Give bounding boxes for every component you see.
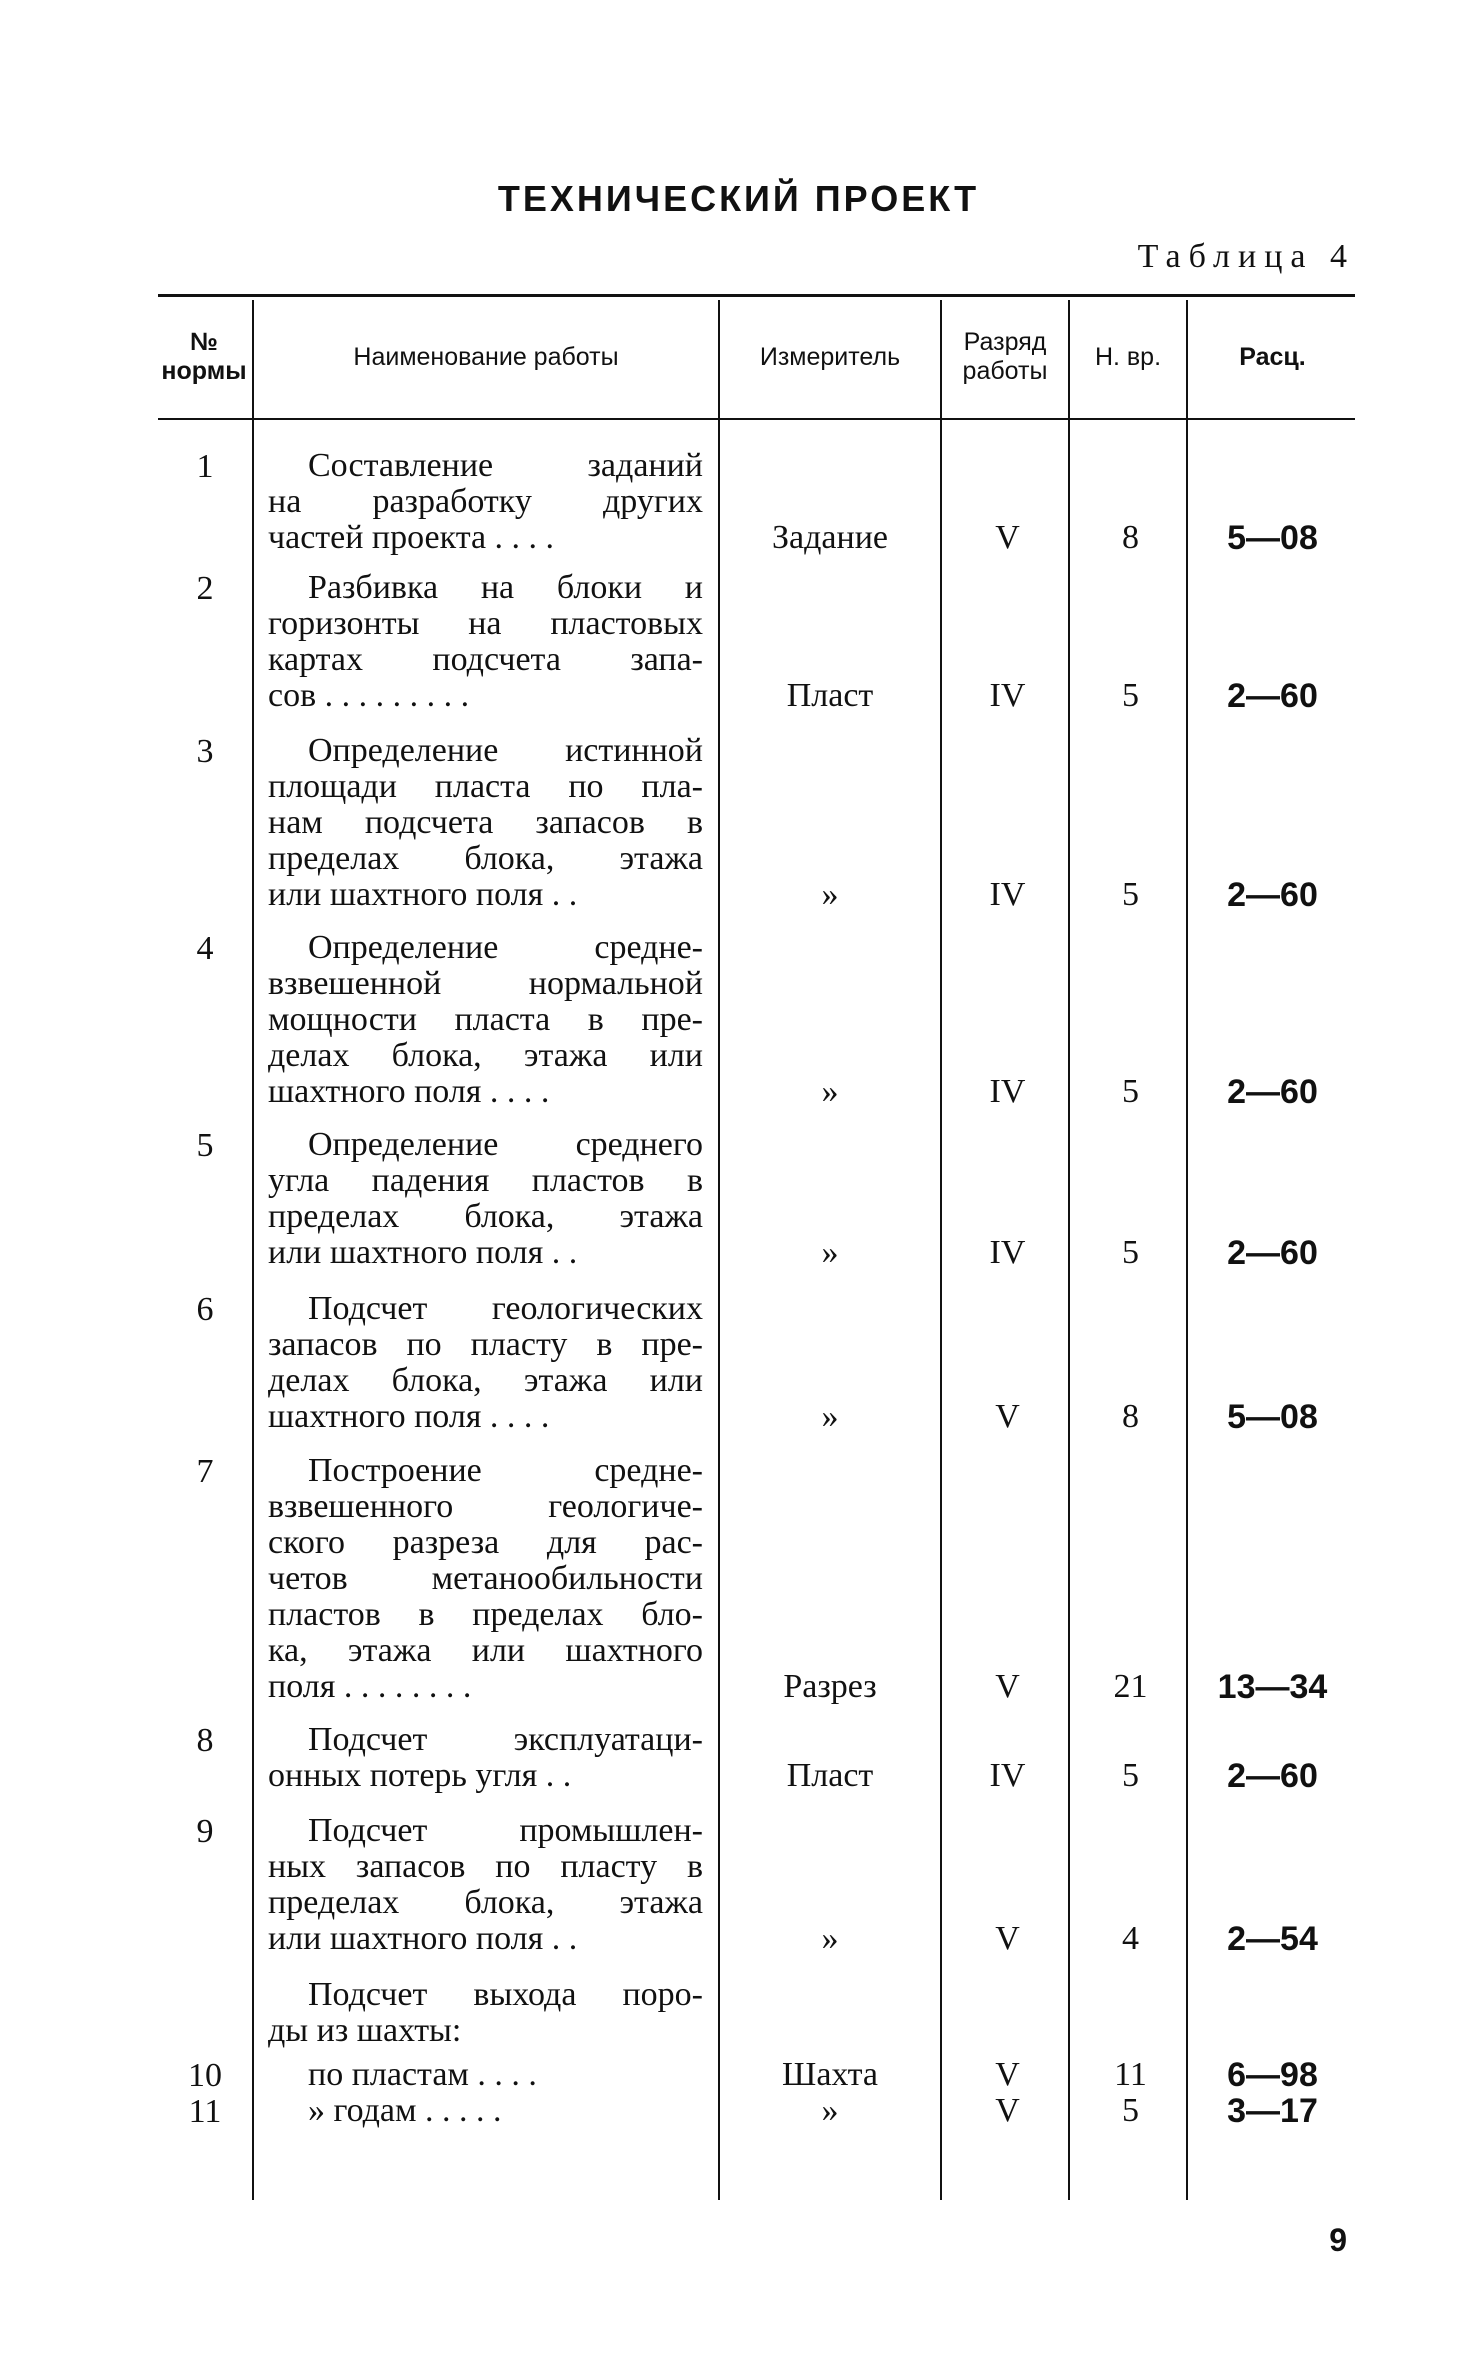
hours-cell: 5 xyxy=(1122,876,1139,913)
rate-cell: 2—60 xyxy=(1227,1234,1318,1272)
measure-cell: Шахта xyxy=(782,2056,878,2093)
work-name-line: запасов по пласту в пре- xyxy=(268,1326,703,1363)
hours-cell: 21 xyxy=(1113,1668,1148,1705)
work-name-line: Подсчет геологических xyxy=(308,1290,703,1327)
page-number: 9 xyxy=(1329,2222,1347,2258)
row-number: 4 xyxy=(196,930,214,967)
work-name xyxy=(268,1722,703,1794)
row-number: 7 xyxy=(196,1453,214,1490)
work-name-line: онных потерь угля . . xyxy=(268,1757,572,1794)
row-number: 1 xyxy=(196,448,214,485)
work-name-line: по пластам . . . . xyxy=(308,2056,537,2093)
hours-cell: 5 xyxy=(1122,1757,1139,1794)
work-name-line: мощности пласта в пре- xyxy=(268,1001,703,1038)
work-name-line: ского разреза для рас- xyxy=(268,1524,703,1561)
work-name-line: нам подсчета запасов в xyxy=(268,804,703,841)
hours-cell: 5 xyxy=(1122,1234,1139,1271)
work-name-line: сов . . . . . . . . . xyxy=(268,677,470,714)
work-name-line: пределах блока, этажа xyxy=(268,840,703,877)
work-name-line: Составление заданий xyxy=(308,447,703,484)
grade-cell: IV xyxy=(989,1757,1026,1794)
measure-cell: Разрез xyxy=(783,1668,877,1705)
rate-cell: 2—54 xyxy=(1227,1920,1318,1958)
work-name-line: Построение средне- xyxy=(308,1452,703,1489)
grade-cell: V xyxy=(995,1668,1020,1705)
work-name-line: поля . . . . . . . . xyxy=(268,1668,472,1705)
header-hours: Н. вр. xyxy=(1094,342,1162,371)
row-number: 6 xyxy=(196,1291,214,1328)
rate-cell: 2—60 xyxy=(1227,1757,1318,1795)
rate-cell: 13—34 xyxy=(1217,1668,1328,1706)
grade-cell: IV xyxy=(989,1073,1026,1110)
measure-cell: Пласт xyxy=(786,677,874,714)
work-name-line: ка, этажа или шахтного xyxy=(268,1632,703,1669)
work-name-line: Подсчет эксплуатаци- xyxy=(308,1721,703,1758)
work-name-line: Определение среднего xyxy=(308,1126,703,1163)
grade-cell: V xyxy=(995,1920,1020,1957)
hours-cell: 5 xyxy=(1122,2092,1139,2129)
work-name-line: шахтного поля . . . . xyxy=(268,1073,550,1110)
rate-cell: 2—60 xyxy=(1227,1073,1318,1111)
measure-cell: » xyxy=(821,2092,839,2129)
work-name xyxy=(268,1977,703,2049)
work-name-line: ды из шахты: xyxy=(268,2012,462,2049)
measure-cell: Пласт xyxy=(786,1757,874,1794)
work-name-line: делах блока, этажа или xyxy=(268,1362,703,1399)
rate-cell: 2—60 xyxy=(1227,876,1318,914)
grade-cell: V xyxy=(995,1398,1020,1435)
work-name-line: или шахтного поля . . xyxy=(268,1920,578,1957)
grade-cell: V xyxy=(995,519,1020,556)
page-title: ТЕХНИЧЕСКИЙ ПРОЕКТ xyxy=(497,178,980,219)
work-name xyxy=(268,733,703,913)
grade-cell: V xyxy=(995,2092,1020,2129)
grade-cell: IV xyxy=(989,1234,1026,1271)
measure-cell: » xyxy=(821,1234,839,1271)
row-number: 5 xyxy=(196,1127,214,1164)
header-num: № нормы xyxy=(161,328,247,385)
table-label: Таблица 4 xyxy=(1137,238,1355,275)
work-name-line: или шахтного поля . . xyxy=(268,1234,578,1271)
row-number: 2 xyxy=(196,570,214,607)
rate-cell: 3—17 xyxy=(1227,2092,1318,2130)
work-name-line: пределах блока, этажа xyxy=(268,1198,703,1235)
work-name-line: Подсчет выхода поро- xyxy=(308,1976,703,2013)
work-name-line: Разбивка на блоки и xyxy=(308,569,703,606)
work-name xyxy=(268,930,703,1110)
work-name-line: взвешенной нормальной xyxy=(268,965,703,1002)
grade-cell: IV xyxy=(989,677,1026,714)
work-name-line: » годам . . . . . xyxy=(308,2092,502,2129)
header-grade: Разряд работы xyxy=(962,328,1048,385)
work-name-line: взвешенного геологиче- xyxy=(268,1488,703,1525)
row-number: 8 xyxy=(196,1722,214,1759)
work-name xyxy=(268,1453,703,1705)
work-name-line: шахтного поля . . . . xyxy=(268,1398,550,1435)
work-name xyxy=(268,448,703,556)
work-name-line: ных запасов по пласту в xyxy=(268,1848,703,1885)
work-name-line: угла падения пластов в xyxy=(268,1162,703,1199)
rate-cell: 6—98 xyxy=(1227,2056,1318,2094)
work-name-line: делах блока, этажа или xyxy=(268,1037,703,1074)
work-name xyxy=(268,2057,703,2093)
hours-cell: 4 xyxy=(1122,1920,1139,1957)
column-divider xyxy=(940,300,942,2200)
hours-cell: 8 xyxy=(1122,1398,1139,1435)
rate-cell: 2—60 xyxy=(1227,677,1318,715)
work-name-line: площади пласта по пла- xyxy=(268,768,703,805)
work-name xyxy=(268,1813,703,1957)
header-rate: Расц. xyxy=(1239,342,1306,371)
measure-cell: » xyxy=(821,1073,839,1110)
measure-cell: » xyxy=(821,876,839,913)
work-name xyxy=(268,1127,703,1271)
hours-cell: 8 xyxy=(1122,519,1139,556)
work-name-line: четов метанообильности xyxy=(268,1560,703,1597)
work-name-line: пластов в пределах бло- xyxy=(268,1596,703,1633)
work-name-line: Определение истинной xyxy=(308,732,703,769)
row-number: 11 xyxy=(188,2093,222,2130)
work-name xyxy=(268,1291,703,1435)
row-number: 9 xyxy=(196,1813,214,1850)
measure-cell: Задание xyxy=(772,519,888,556)
work-name-line: Подсчет промышлен- xyxy=(308,1812,703,1849)
work-name-line: Определение средне- xyxy=(308,929,703,966)
work-name xyxy=(268,570,703,714)
hours-cell: 11 xyxy=(1114,2056,1147,2093)
work-name-line: картах подсчета запа- xyxy=(268,641,703,678)
rate-cell: 5—08 xyxy=(1227,1398,1318,1436)
grade-cell: IV xyxy=(989,876,1026,913)
table-header-rule xyxy=(158,418,1355,420)
work-name-line: или шахтного поля . . xyxy=(268,876,578,913)
header-name: Наименование работы xyxy=(353,342,619,371)
header-measure: Измеритель xyxy=(759,342,901,371)
work-name-line: горизонты на пластовых xyxy=(268,605,703,642)
work-name-line: пределах блока, этажа xyxy=(268,1884,703,1921)
row-number: 3 xyxy=(196,733,214,770)
measure-cell: » xyxy=(821,1920,839,1957)
hours-cell: 5 xyxy=(1122,1073,1139,1110)
work-name xyxy=(268,2093,703,2129)
work-name-line: частей проекта . . . . xyxy=(268,519,555,556)
row-number: 10 xyxy=(188,2057,222,2094)
hours-cell: 5 xyxy=(1122,677,1139,714)
grade-cell: V xyxy=(995,2056,1020,2093)
table-top-rule xyxy=(158,294,1355,297)
rate-cell: 5—08 xyxy=(1227,519,1318,557)
measure-cell: » xyxy=(821,1398,839,1435)
work-name-line: на разработку других xyxy=(268,483,703,520)
